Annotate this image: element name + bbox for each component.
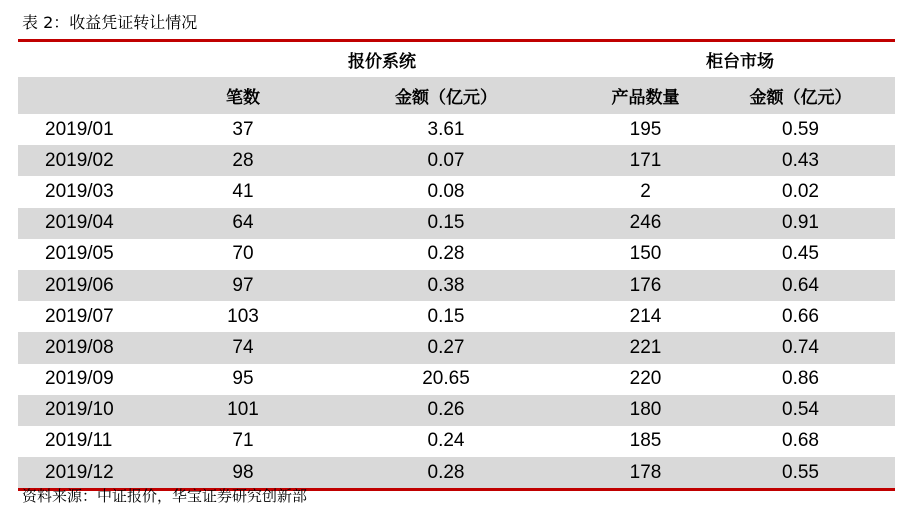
column-header-product-count: 产品数量: [611, 88, 680, 108]
cell-count: 70: [232, 243, 254, 265]
table-row: [18, 145, 895, 176]
cell-product-count: 178: [629, 461, 662, 483]
table-row: [18, 239, 895, 270]
cell-count: 97: [232, 274, 254, 296]
cell-product-count: 171: [629, 149, 662, 171]
cell-product-count: 180: [629, 399, 662, 421]
cell-date: 2019/01: [45, 118, 114, 140]
cell-otc-amount: 0.66: [782, 305, 819, 327]
table-row: [18, 332, 895, 363]
cell-quote-amount: 0.24: [427, 430, 465, 452]
cell-date: 2019/05: [45, 243, 114, 265]
table-row: [18, 395, 895, 426]
cell-otc-amount: 0.68: [782, 430, 819, 452]
cell-otc-amount: 0.64: [782, 274, 819, 296]
group-header-otc-market: 柜台市场: [706, 51, 774, 72]
cell-quote-amount: 0.38: [427, 274, 465, 296]
source-note: 资料来源：中证报价，华宝证券研究创新部: [22, 487, 308, 505]
table-row: [18, 426, 895, 457]
cell-date: 2019/09: [45, 368, 114, 390]
cell-count: 101: [227, 399, 259, 421]
cell-count: 71: [232, 430, 254, 452]
table-caption: 表 2：收益凭证转让情况: [22, 13, 198, 32]
table-row: [18, 114, 895, 145]
table-row: [18, 457, 895, 488]
cell-otc-amount: 0.02: [782, 180, 819, 202]
cell-product-count: 195: [629, 118, 662, 140]
cell-otc-amount: 0.91: [782, 212, 819, 234]
group-header-blank: [18, 42, 179, 76]
cell-date: 2019/04: [45, 212, 114, 234]
cell-product-count: 2: [640, 180, 651, 202]
cell-count: 95: [232, 368, 254, 390]
cell-quote-amount: 0.28: [427, 461, 465, 483]
transfer-table: [18, 39, 895, 491]
cell-date: 2019/07: [45, 305, 114, 327]
cell-count: 103: [227, 305, 259, 327]
table-row: [18, 208, 895, 239]
cell-quote-amount: 0.15: [427, 212, 465, 234]
table-body: [18, 114, 895, 488]
cell-count: 41: [232, 180, 254, 202]
column-header-count: 笔数: [226, 88, 260, 108]
cell-count: 74: [232, 336, 254, 358]
cell-product-count: 220: [629, 368, 662, 390]
cell-product-count: 246: [629, 212, 662, 234]
cell-quote-amount: 3.61: [427, 118, 465, 140]
cell-date: 2019/11: [45, 430, 113, 452]
cell-otc-amount: 0.86: [782, 368, 819, 390]
cell-quote-amount: 0.08: [427, 180, 465, 202]
cell-otc-amount: 0.59: [782, 118, 819, 140]
table-row: [18, 176, 895, 207]
cell-date: 2019/12: [45, 461, 114, 483]
cell-date: 2019/06: [45, 274, 114, 296]
cell-otc-amount: 0.74: [782, 336, 819, 358]
cell-otc-amount: 0.45: [782, 243, 819, 265]
cell-otc-amount: 0.54: [782, 399, 819, 421]
cell-product-count: 221: [629, 336, 662, 358]
cell-count: 28: [232, 149, 254, 171]
cell-quote-amount: 20.65: [422, 368, 470, 390]
cell-date: 2019/02: [45, 149, 114, 171]
cell-quote-amount: 0.27: [427, 336, 465, 358]
cell-quote-amount: 0.07: [427, 149, 465, 171]
cell-quote-amount: 0.26: [427, 399, 465, 421]
group-header-quote-system: 报价系统: [348, 51, 416, 72]
cell-date: 2019/03: [45, 180, 114, 202]
cell-count: 37: [232, 118, 254, 140]
column-header-date: [18, 77, 179, 114]
cell-otc-amount: 0.43: [782, 149, 819, 171]
column-header-quote-amount: 金额（亿元）: [395, 88, 497, 108]
table-row: [18, 270, 895, 301]
cell-product-count: 185: [629, 430, 662, 452]
cell-quote-amount: 0.28: [427, 243, 465, 265]
cell-otc-amount: 0.55: [782, 461, 819, 483]
cell-product-count: 176: [629, 274, 662, 296]
table-row: [18, 364, 895, 395]
column-header-otc-amount: 金额（亿元）: [749, 88, 852, 108]
cell-date: 2019/10: [45, 399, 114, 421]
cell-quote-amount: 0.15: [427, 305, 465, 327]
cell-date: 2019/08: [45, 336, 114, 358]
cell-count: 64: [232, 212, 254, 234]
column-header-row: [18, 77, 895, 114]
group-header-row: [18, 42, 895, 77]
cell-product-count: 150: [629, 243, 662, 265]
cell-product-count: 214: [629, 305, 662, 327]
table-row: [18, 301, 895, 332]
cell-count: 98: [232, 461, 254, 483]
